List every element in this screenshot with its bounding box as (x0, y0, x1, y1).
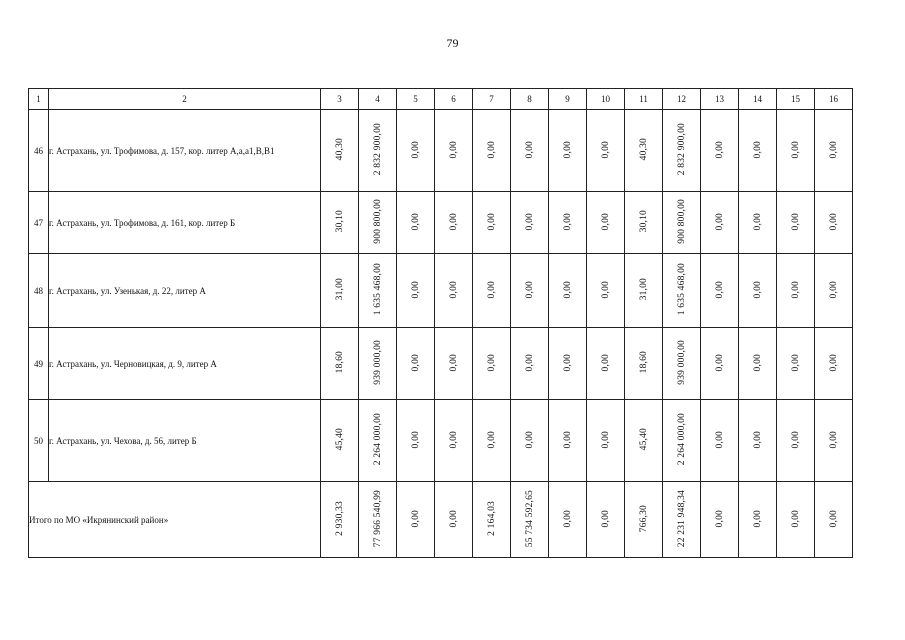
total-value-cell (435, 482, 473, 558)
header-cell: 13 (701, 89, 739, 110)
row-number: 47 (29, 192, 49, 254)
total-value-text: 766,30 (638, 504, 649, 533)
value-cell (359, 400, 397, 482)
value-cell (815, 192, 853, 254)
total-label: Итого по МО «Икрянинский район» (29, 482, 321, 558)
value-cell (359, 192, 397, 254)
value-text: 0,00 (410, 280, 421, 299)
value-cell (587, 110, 625, 192)
value-cell (473, 254, 511, 328)
total-value-cell (359, 482, 397, 558)
value-text: 30,10 (334, 210, 345, 233)
total-value-text: 2 164,03 (486, 501, 497, 536)
value-text: 0,00 (828, 353, 839, 372)
value-cell (625, 192, 663, 254)
value-text: 0,00 (562, 212, 573, 231)
value-cell (549, 192, 587, 254)
total-value-cell (473, 482, 511, 558)
value-cell (663, 192, 701, 254)
value-text: 1 635 468,00 (372, 263, 383, 316)
value-text: 45,40 (638, 428, 649, 451)
row-number: 49 (29, 328, 49, 400)
value-cell (549, 328, 587, 400)
value-cell (511, 192, 549, 254)
value-cell (359, 328, 397, 400)
value-cell (777, 400, 815, 482)
value-text: 0,00 (410, 212, 421, 231)
value-cell (511, 400, 549, 482)
header-cell: 8 (511, 89, 549, 110)
header-cell: 5 (397, 89, 435, 110)
row-address: г. Астрахань, ул. Чехова, д. 56, литер Б (49, 400, 321, 482)
value-text: 939 000,00 (372, 340, 383, 385)
value-text: 939 000,00 (676, 340, 687, 385)
page-number: 79 (446, 36, 459, 50)
total-value-cell (663, 482, 701, 558)
header-row (29, 89, 853, 110)
header-cell: 2 (49, 89, 321, 110)
value-cell (587, 400, 625, 482)
row-address: г. Астрахань, ул. Узенькая, д. 22, литер А (49, 254, 321, 328)
total-value-cell (701, 482, 739, 558)
value-text: 0,00 (524, 353, 535, 372)
row-address: г. Астрахань, ул. Трофимова, д. 157, кор. литер А,а,а1,В,В1 (49, 110, 321, 192)
value-text: 0,00 (524, 280, 535, 299)
header-cell: 6 (435, 89, 473, 110)
value-cell (587, 254, 625, 328)
value-text: 0,00 (752, 430, 763, 449)
value-text: 18,60 (638, 351, 649, 374)
header-cell: 10 (587, 89, 625, 110)
header-cell: 12 (663, 89, 701, 110)
value-text: 0,00 (790, 430, 801, 449)
header-cell: 15 (777, 89, 815, 110)
value-text: 0,00 (600, 430, 611, 449)
value-text: 0,00 (828, 212, 839, 231)
data-table (28, 88, 853, 558)
value-text: 18,60 (334, 351, 345, 374)
value-cell (625, 254, 663, 328)
row-address: г. Астрахань, ул. Черновицкая, д. 9, литер А (49, 328, 321, 400)
value-cell (587, 328, 625, 400)
value-text: 2 832 900,00 (372, 123, 383, 176)
value-text: 900 800,00 (372, 199, 383, 244)
table-row (29, 254, 853, 328)
value-text: 0,00 (790, 353, 801, 372)
value-text: 2 832 900,00 (676, 123, 687, 176)
value-cell (739, 400, 777, 482)
total-value-cell (815, 482, 853, 558)
value-cell (815, 328, 853, 400)
value-cell (397, 328, 435, 400)
value-cell (739, 192, 777, 254)
value-cell (777, 192, 815, 254)
value-cell (511, 254, 549, 328)
value-text: 31,00 (638, 278, 649, 301)
value-text: 0,00 (486, 353, 497, 372)
value-cell (625, 110, 663, 192)
value-text: 0,00 (486, 140, 497, 159)
value-cell (397, 110, 435, 192)
value-cell (663, 254, 701, 328)
value-text: 0,00 (448, 280, 459, 299)
value-cell (435, 254, 473, 328)
value-text: 0,00 (486, 212, 497, 231)
total-value-cell (397, 482, 435, 558)
value-cell (397, 192, 435, 254)
value-cell (549, 110, 587, 192)
total-value-cell (511, 482, 549, 558)
total-value-cell (777, 482, 815, 558)
value-cell (549, 254, 587, 328)
total-value-text: 2 930,33 (334, 501, 345, 536)
header-cell: 14 (739, 89, 777, 110)
value-text: 0,00 (714, 212, 725, 231)
table-row (29, 192, 853, 254)
row-number: 46 (29, 110, 49, 192)
total-value-text: 0,00 (410, 509, 421, 528)
value-text: 0,00 (562, 280, 573, 299)
value-text: 0,00 (828, 280, 839, 299)
value-cell (587, 192, 625, 254)
table-row (29, 328, 853, 400)
value-cell (701, 254, 739, 328)
value-text: 0,00 (524, 212, 535, 231)
value-text: 0,00 (600, 353, 611, 372)
value-cell (435, 110, 473, 192)
value-cell (397, 400, 435, 482)
value-text: 1 635 468,00 (676, 263, 687, 316)
value-cell (511, 328, 549, 400)
value-text: 900 800,00 (676, 199, 687, 244)
value-cell (321, 110, 359, 192)
value-cell (815, 110, 853, 192)
value-text: 0,00 (410, 353, 421, 372)
value-text: 30,10 (638, 210, 649, 233)
value-text: 31,00 (334, 278, 345, 301)
value-text: 0,00 (828, 430, 839, 449)
value-cell (321, 254, 359, 328)
value-text: 0,00 (524, 430, 535, 449)
table-row (29, 110, 853, 192)
value-cell (359, 110, 397, 192)
value-cell (321, 328, 359, 400)
total-value-text: 0,00 (752, 509, 763, 528)
total-value-text: 55 734 592,65 (524, 489, 535, 548)
row-address: г. Астрахань, ул. Трофимова, д. 161, кор. литер Б (49, 192, 321, 254)
value-text: 0,00 (562, 430, 573, 449)
value-text: 0,00 (600, 212, 611, 231)
value-cell (815, 400, 853, 482)
total-value-text: 0,00 (448, 509, 459, 528)
value-cell (663, 400, 701, 482)
value-text: 0,00 (600, 140, 611, 159)
value-text: 0,00 (790, 212, 801, 231)
value-cell (777, 110, 815, 192)
value-cell (473, 328, 511, 400)
value-cell (473, 400, 511, 482)
value-text: 0,00 (562, 353, 573, 372)
value-cell (663, 110, 701, 192)
value-cell (435, 400, 473, 482)
header-cell: 1 (29, 89, 49, 110)
value-cell (625, 400, 663, 482)
header-cell: 9 (549, 89, 587, 110)
value-text: 0,00 (410, 430, 421, 449)
value-cell (397, 254, 435, 328)
value-cell (701, 192, 739, 254)
value-cell (435, 328, 473, 400)
value-cell (663, 328, 701, 400)
value-cell (511, 110, 549, 192)
value-text: 0,00 (448, 430, 459, 449)
value-cell (815, 254, 853, 328)
value-text: 45,40 (334, 428, 345, 451)
value-text: 0,00 (752, 353, 763, 372)
total-value-text: 0,00 (828, 509, 839, 528)
total-value-cell (549, 482, 587, 558)
value-cell (321, 400, 359, 482)
value-text: 0,00 (828, 140, 839, 159)
total-row (29, 482, 853, 558)
value-text: 0,00 (448, 353, 459, 372)
value-text: 0,00 (714, 430, 725, 449)
value-cell (777, 254, 815, 328)
total-value-cell (625, 482, 663, 558)
value-text: 0,00 (448, 212, 459, 231)
header-cell: 16 (815, 89, 853, 110)
value-text: 0,00 (410, 140, 421, 159)
total-value-cell (587, 482, 625, 558)
value-text: 0,00 (448, 140, 459, 159)
value-cell (777, 328, 815, 400)
header-cell: 4 (359, 89, 397, 110)
header-cell: 11 (625, 89, 663, 110)
value-text: 0,00 (790, 280, 801, 299)
value-cell (435, 192, 473, 254)
value-text: 0,00 (790, 140, 801, 159)
value-cell (359, 254, 397, 328)
total-value-text: 0,00 (600, 509, 611, 528)
total-value-text: 0,00 (562, 509, 573, 528)
total-value-text: 0,00 (790, 509, 801, 528)
value-cell (739, 110, 777, 192)
value-cell (739, 328, 777, 400)
value-text: 0,00 (752, 280, 763, 299)
value-cell (739, 254, 777, 328)
total-value-text: 0,00 (714, 509, 725, 528)
value-text: 0,00 (752, 140, 763, 159)
value-text: 2 264 000,00 (372, 413, 383, 466)
value-cell (549, 400, 587, 482)
total-value-cell (739, 482, 777, 558)
value-cell (701, 400, 739, 482)
total-value-text: 77 966 540,99 (372, 489, 383, 548)
value-text: 2 264 000,00 (676, 413, 687, 466)
table-row (29, 400, 853, 482)
value-text: 40,30 (334, 138, 345, 161)
value-cell (321, 192, 359, 254)
value-cell (473, 110, 511, 192)
value-cell (701, 328, 739, 400)
value-cell (625, 328, 663, 400)
value-text: 40,30 (638, 138, 649, 161)
total-value-text: 22 231 948,34 (676, 489, 687, 548)
value-cell (701, 110, 739, 192)
value-text: 0,00 (752, 212, 763, 231)
row-number: 48 (29, 254, 49, 328)
value-text: 0,00 (714, 353, 725, 372)
header-cell: 7 (473, 89, 511, 110)
value-text: 0,00 (562, 140, 573, 159)
row-number: 50 (29, 400, 49, 482)
total-value-cell (321, 482, 359, 558)
value-text: 0,00 (714, 280, 725, 299)
value-text: 0,00 (714, 140, 725, 159)
value-text: 0,00 (600, 280, 611, 299)
value-text: 0,00 (524, 140, 535, 159)
value-cell (473, 192, 511, 254)
value-text: 0,00 (486, 430, 497, 449)
header-cell: 3 (321, 89, 359, 110)
value-text: 0,00 (486, 280, 497, 299)
